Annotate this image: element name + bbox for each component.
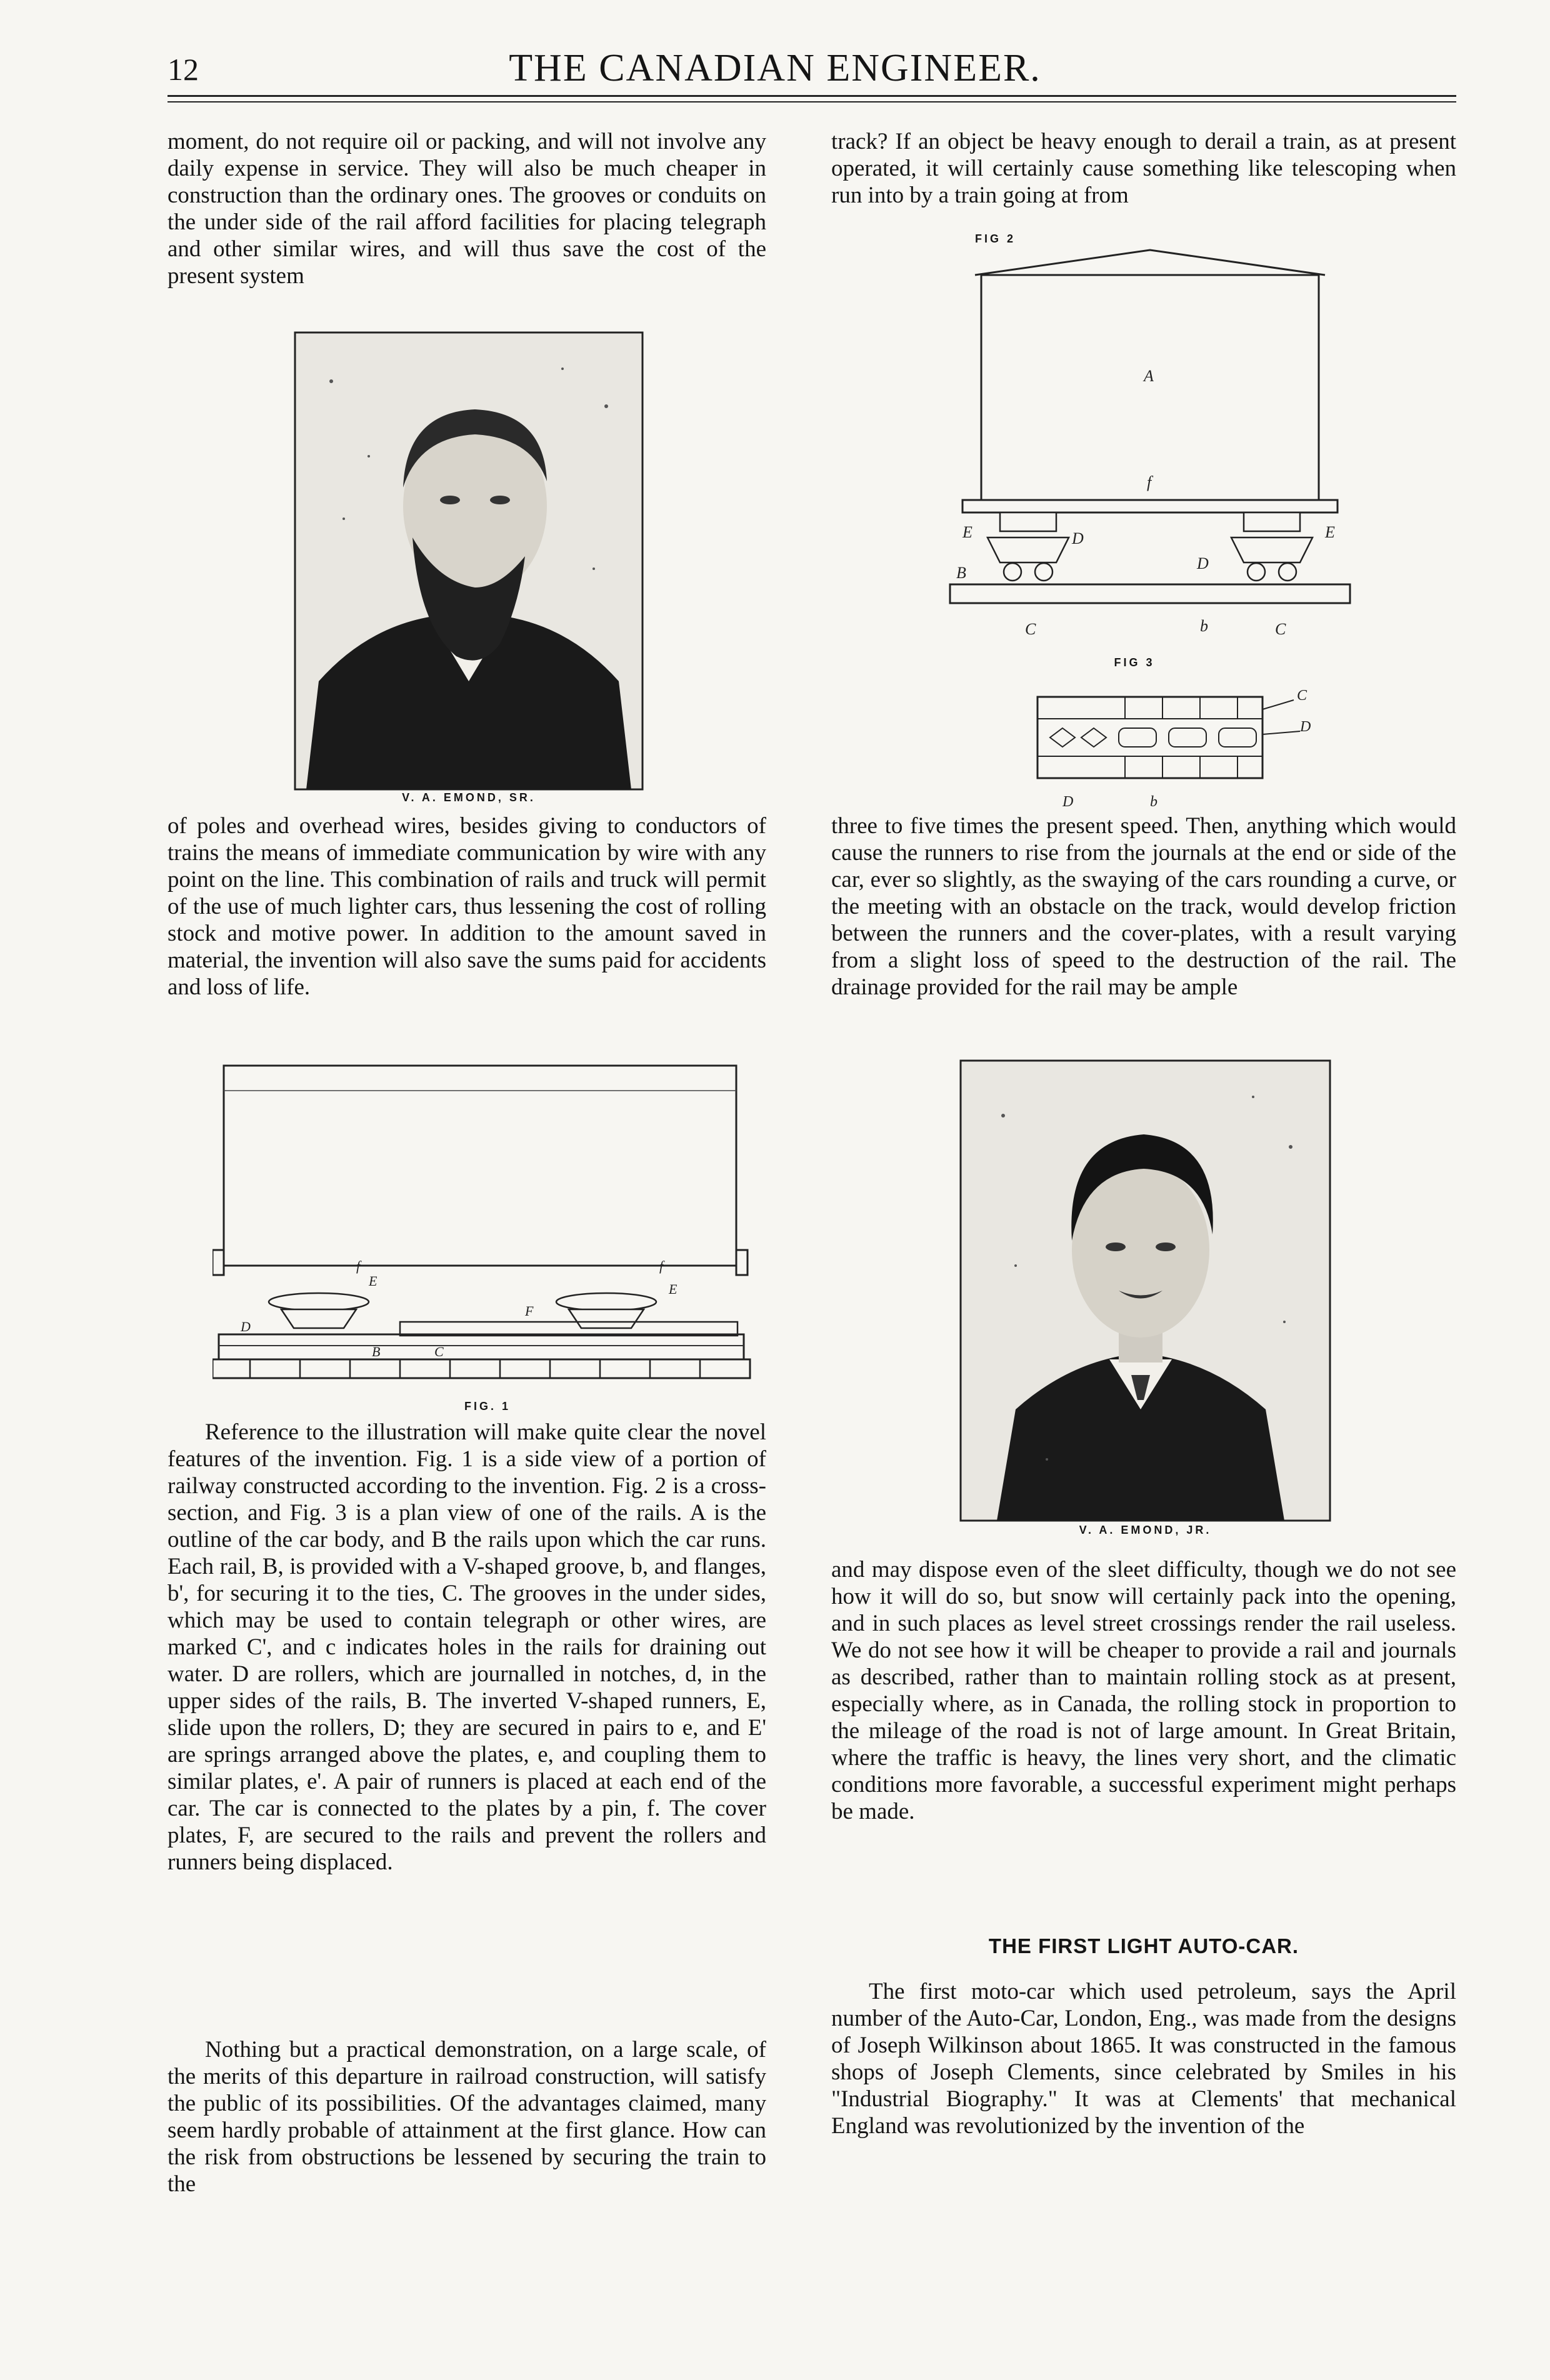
fig3-label-d-bottom: D bbox=[1062, 794, 1074, 810]
right-paragraph-4: The first moto-car which used petroleum, says the April number of the Auto-Car, London, Eng., was made from the designs of Joseph Wilkinson about 1865. It was constructed in the famous shops of Joseph Clements, since celebrated by Smiles in his "Industrial Biography." It was at Clements' that mechanical England was revolutionized by the invention of the bbox=[831, 1979, 1456, 2139]
fig2-label-e-right: E bbox=[1325, 523, 1335, 541]
figure-3-caption: FIG 3 bbox=[1114, 656, 1155, 669]
fig1-label-b: B bbox=[372, 1344, 381, 1359]
portrait-emond-jr bbox=[959, 1059, 1331, 1522]
left-paragraph-4: Nothing but a practical demonstration, on a large scale, of the merits of this departure in railroad construction, will satisfy the public of its possibilities. Of the advantages claimed, many seem hardly probable of attainment at the first glance. How can the risk from obstructions be lessened by securing the train to the bbox=[168, 2037, 766, 2197]
fig1-label-e-2: E bbox=[669, 1281, 678, 1297]
portrait-caption-jr: V. A. EMOND, JR. bbox=[1079, 1524, 1212, 1536]
right-paragraph-1: track? If an object be heavy enough to derail a train, as at present operated, it will certainly cause something like telescoping when run into by a train going at from bbox=[831, 129, 1456, 208]
figure-1-side-view bbox=[212, 1059, 762, 1397]
fig2-label-d-right: D bbox=[1197, 554, 1209, 572]
fig2-label-b: B bbox=[956, 564, 966, 582]
page-number: 12 bbox=[168, 52, 199, 87]
figure-2-caption: FIG 2 bbox=[975, 232, 1016, 245]
left-paragraph-3: Reference to the illustration will make quite clear the novel features of the invention. Fig. 1 is a side view of a portion of railway constructed according to the invention. Fig. 2 is a cross-section, and Fig. 3 is a plan view of one of the rails. A is the outline of the car body, and B the rails upon which the car runs. Each rail, B, is provided with a V-shaped groove, b, and flanges, b', for securing it to the ties, C. The grooves in the under sides, which may be used to contain telegraph or other wires, are marked C', and c indicates holes in the rails for draining out water. D are rollers, which are journalled in notches, d, in the upper sides of the rails, B. The inverted V-shaped runners, E, slide upon the rollers, D; they are secured in pairs to e, and E' are springs arranged above the plates, e, and coupling them to similar plates, e'. A pair of runners is placed at each end of the car. The car is connected to the plates by a pin, f. The cover plates, F, are secured to the rails and prevent the rollers and runners being displaced. bbox=[168, 1419, 766, 1875]
fig2-label-b-small: b bbox=[1200, 617, 1208, 635]
portrait-caption-sr: V. A. EMOND, SR. bbox=[402, 791, 536, 804]
fig3-label-c: C bbox=[1297, 688, 1308, 704]
fig2-label-a: A bbox=[1144, 367, 1154, 385]
fig2-label-e: E bbox=[962, 523, 972, 541]
fig2-label-c: C bbox=[1025, 620, 1036, 638]
portrait-emond-sr bbox=[294, 331, 644, 791]
right-paragraph-2: three to five times the present speed. Then, anything which would cause the runners to rise from the journals at the end or side of the car, ever so slightly, as the swaying of the cars rounding a curve, or the meeting with an obstacle on the track, would develop friction between the runners and the cover-plates, with a result varying from a slight loss of speed to the destruction of the rail. The drainage provided for the rail may be ample bbox=[831, 813, 1456, 1000]
fig1-label-f-cap: F bbox=[525, 1303, 534, 1319]
right-paragraph-3: and may dispose even of the sleet difficulty, though we do not see how it will do so, but snow will certainly pack into the opening, and in such places as level street crossings render the rail useless. We do not see how it will be cheaper to provide a rail and journals as described, rather than to maintain rolling stock as at present, especially where, as in Canada, the rolling stock in proportion to the mileage of the road is not of large amount. In Great Britain, where the traffic is heavy, the lines very short, and the climatic conditions more favorable, a successful experiment might perhaps be made. bbox=[831, 1557, 1456, 1824]
header-rule-bottom bbox=[168, 101, 1456, 102]
journal-title: THE CANADIAN ENGINEER. bbox=[509, 47, 1041, 89]
left-paragraph-2: of poles and overhead wires, besides giving to conductors of trains the means of immediate communication by wire with any point on the line. This combination of rails and truck will permit of the use of much lighter cars, thus lessening the cost of rolling stock and motive power. In addition to the amount saved in material, the invention will also save the sums paid for accidents and loss of life. bbox=[168, 813, 766, 1000]
fig1-label-e: E bbox=[369, 1273, 378, 1289]
header-rule-top bbox=[168, 95, 1456, 97]
fig2-label-f: f bbox=[1147, 473, 1152, 491]
fig1-label-c: C bbox=[434, 1344, 444, 1359]
figure-3-plan-view bbox=[1025, 672, 1312, 816]
figure-1-caption: FIG. 1 bbox=[464, 1400, 511, 1412]
fig3-label-b: b bbox=[1150, 794, 1158, 810]
section-heading: THE FIRST LIGHT AUTO-CAR. bbox=[988, 1934, 1299, 1958]
figure-2-cross-section bbox=[938, 244, 1362, 644]
fig1-label-d: D bbox=[241, 1319, 251, 1334]
fig2-label-d: D bbox=[1072, 529, 1084, 548]
fig2-label-c-right: C bbox=[1275, 620, 1286, 638]
left-paragraph-1: moment, do not require oil or packing, and will not involve any daily expense in service. They will also be much cheaper in construction than the ordinary ones. The grooves or conduits on the under side of the rail afford facilities for placing telegraph and other similar wires, and will thus save the cost of the present system bbox=[168, 129, 766, 289]
fig1-label-f-2: f bbox=[659, 1258, 664, 1274]
fig1-label-f: f bbox=[356, 1258, 361, 1274]
fig3-label-d: D bbox=[1300, 719, 1311, 735]
